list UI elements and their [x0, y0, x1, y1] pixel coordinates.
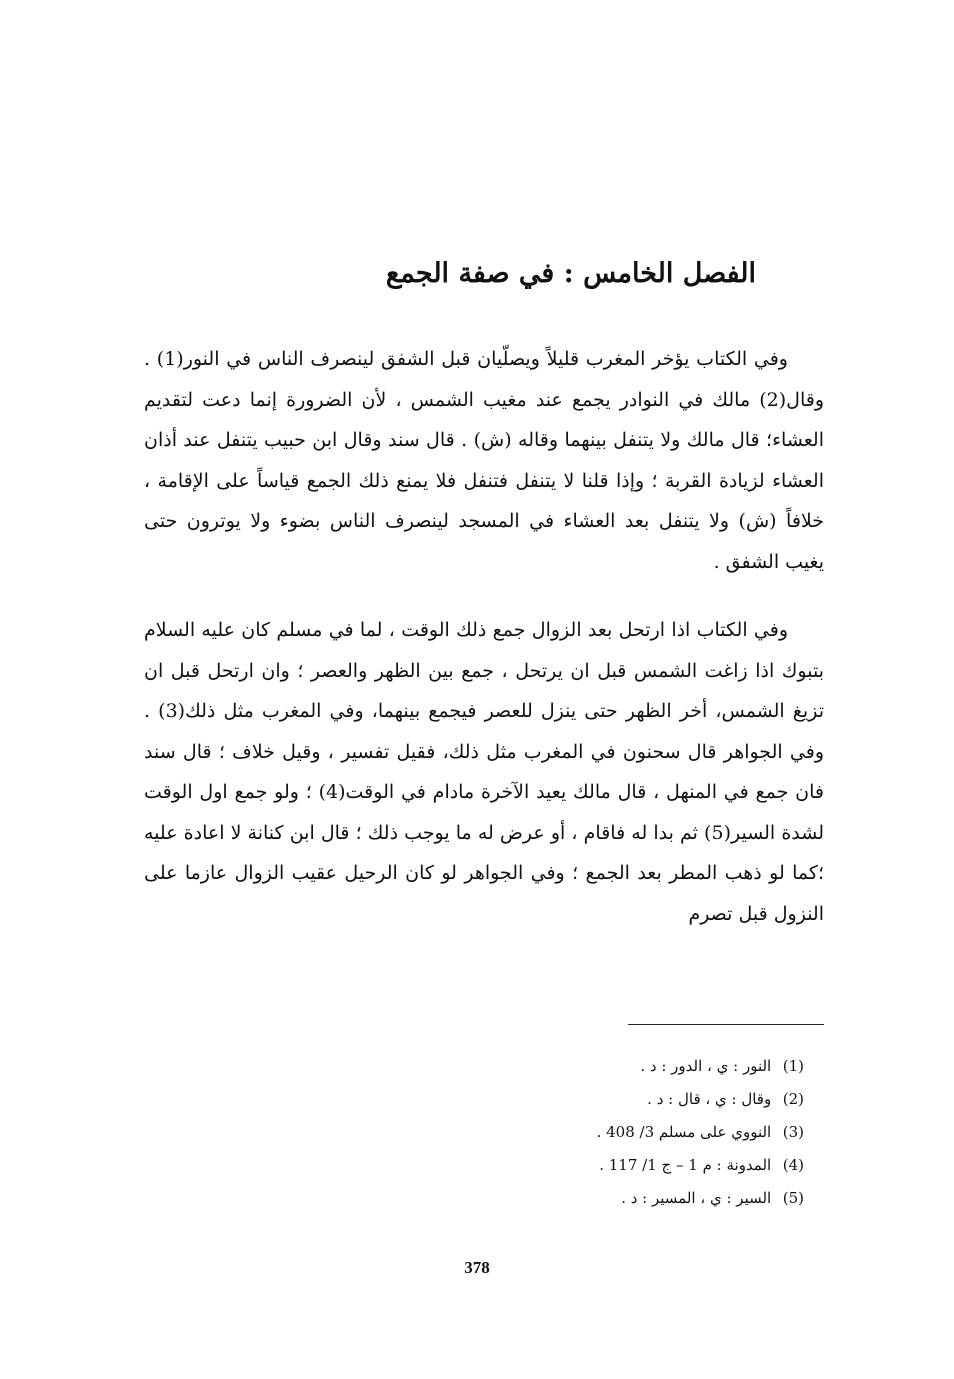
footnote-item	[404, 1149, 804, 1182]
footnote-item	[404, 1083, 804, 1116]
footnote-text: النور : ي ، الدور : د .	[640, 1057, 772, 1075]
chapter-title: الفصل الخامس : في صفة الجمع	[385, 258, 756, 289]
footnote-text: وقال : ي ، قال : د .	[647, 1090, 772, 1108]
paragraph-2: وفي الكتاب اذا ارتحل بعد الزوال جمع ذلك الوقت ، لما في مسلم كان عليه السلام بتبوك اذا زاغت الشمس قبل ان يرتحل ، جمع بين الظهر والعصر ؛ وان ارتحل قبل ان تزيغ الشمس، أخر الظهر حتى ينزل للعصر فيجمع بينهما، وفي المغرب مثل ذلك(3) . وفي الجواهر قال سحنون في المغرب مثل ذلك، فقيل تفسير ، وقيل خلاف ؛ قال سند فان جمع في المنهل ، قال مالك يعيد الآخرة مادام في الوقت(4) ؛ ولو جمع اول الوقت لشدة السير(5) ثم بدا له فاقام ، أو عرض له ما يوجب ذلك ؛ قال ابن كنانة لا اعادة عليه ؛كما لو ذهب المطر بعد الجمع ؛ وفي الجواهر لو كان الرحيل عقيب الزوال عازما على النزول قبل تصرم	[144, 619, 824, 925]
footnote-number: (4)	[782, 1156, 804, 1174]
footnote-text: النووي على مسلم 3/ 408 .	[596, 1123, 772, 1141]
footnote-number: (2)	[782, 1090, 804, 1108]
footnote-number: (3)	[782, 1123, 804, 1141]
footnote-item	[404, 1116, 804, 1149]
footnote-text: المدونة : م 1 – ج 1/ 117 .	[599, 1156, 772, 1174]
footnote-item	[404, 1050, 804, 1083]
footnote-number: (5)	[782, 1189, 804, 1207]
footnote-item	[404, 1182, 804, 1215]
footnote-text: السير : ي ، المسير : د .	[621, 1189, 772, 1207]
page-number: 378	[464, 1258, 490, 1277]
paragraph-1: وفي الكتاب يؤخر المغرب قليلاً ويصلّيان قبل الشفق لينصرف الناس في النور(1) . وقال(2) مالك في النوادر يجمع عند مغيب الشمس ، لأن الضرورة إنما دعت لتقديم العشاء؛ قال مالك ولا يتنفل بينهما وقاله (ش) . قال سند وقال ابن حبيب يتنفل عند أذان العشاء لزيادة القربة ؛ وإذا قلنا لا يتنفل فتنفل فلا يمنع ذلك الجمع قياساً على الإقامة ، خلافاً (ش) ولا يتنفل بعد العشاء في المسجد لينصرف الناس بضوء ولا يوترون حتى يغيب الشفق .	[144, 348, 824, 573]
footnote-number: (1)	[782, 1057, 804, 1075]
footnotes-list	[404, 1050, 804, 1215]
footnote-separator	[628, 1024, 824, 1025]
